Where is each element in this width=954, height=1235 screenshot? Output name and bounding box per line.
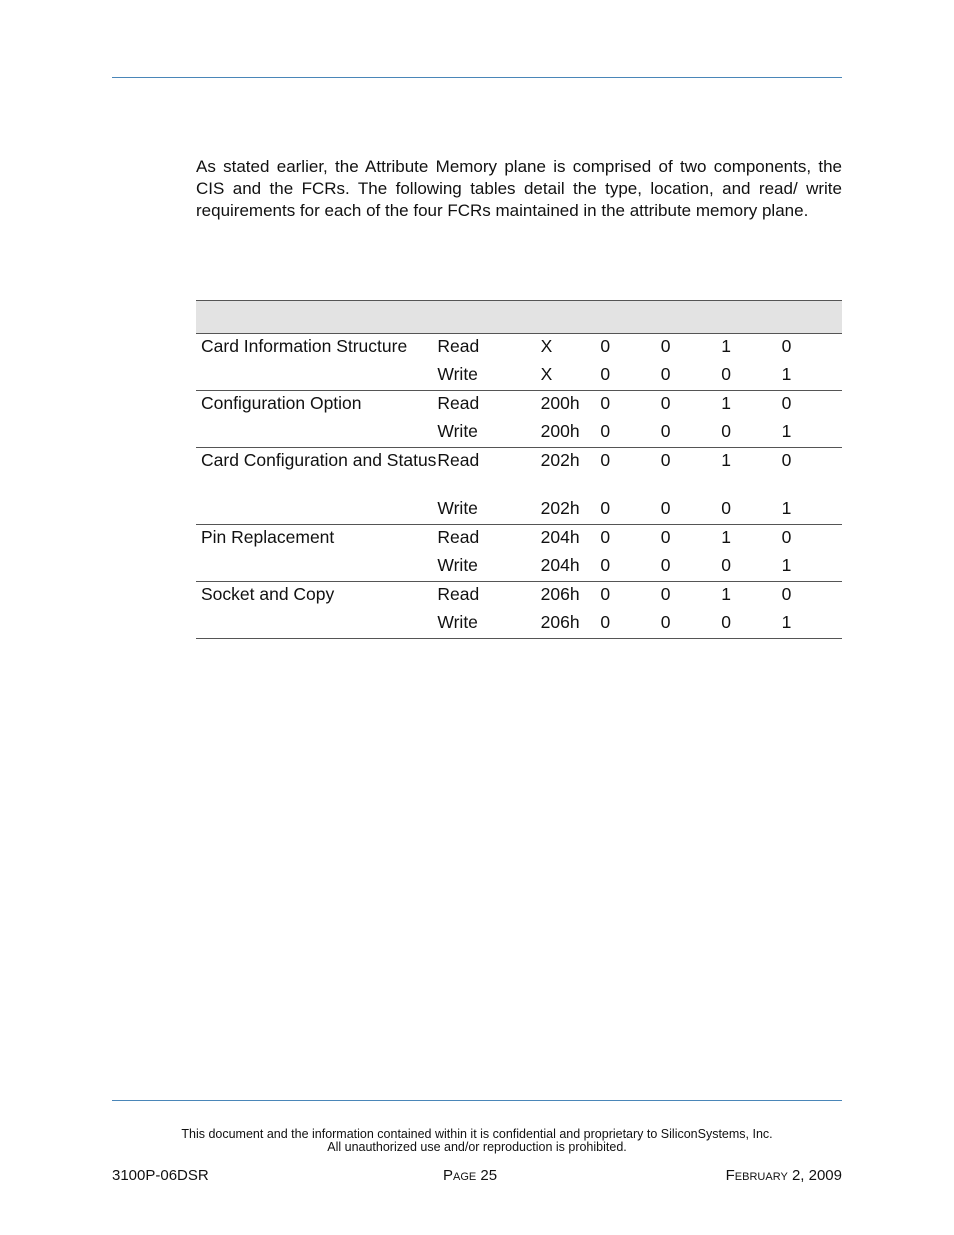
- date-rest: 2, 2009: [787, 1167, 842, 1184]
- address: 200h: [541, 419, 601, 448]
- date-small-caps: EBRUARY: [734, 1171, 788, 1183]
- bit-value: 0: [600, 496, 660, 525]
- bit-value: 1: [721, 336, 731, 356]
- page-num: 25: [476, 1167, 498, 1184]
- table-row: [196, 582, 842, 611]
- bit-value: 0: [600, 336, 611, 356]
- page-cap: P: [443, 1167, 454, 1184]
- bit-value: 1: [721, 450, 731, 470]
- bit-value: 1: [721, 584, 731, 604]
- bit-value: 0: [600, 584, 611, 604]
- notice-line: This document and the information contained within it is confidential and proprietary to SiliconSystems, Inc.: [181, 1127, 773, 1141]
- bit-value: 0: [600, 610, 660, 639]
- bit-value: 1: [782, 362, 842, 391]
- register-name: Configuration Option: [201, 393, 362, 413]
- address: X: [540, 336, 553, 356]
- bit-value: 0: [661, 362, 721, 391]
- register-name: Card Information Structure: [201, 336, 408, 356]
- operation: Write: [437, 553, 540, 582]
- notice-line: All unauthorized use and/or reproduction is prohibited.: [327, 1140, 627, 1154]
- bit-value: 0: [781, 393, 792, 413]
- address: 204h: [541, 553, 601, 582]
- bit-value: 1: [721, 393, 731, 413]
- table-row: [196, 448, 842, 497]
- bit-value: 0: [660, 527, 671, 547]
- register-name: [196, 362, 437, 391]
- operation: Read: [437, 393, 480, 413]
- address: 204h: [540, 527, 580, 547]
- bit-value: 0: [600, 527, 611, 547]
- register-name: [196, 553, 437, 582]
- bit-value: 1: [782, 496, 842, 525]
- date-cap: F: [725, 1167, 735, 1184]
- bit-value: 0: [721, 553, 781, 582]
- table-row: [196, 334, 842, 363]
- bit-value: 0: [600, 553, 660, 582]
- operation: Read: [437, 336, 480, 356]
- register-name: Socket and Copy: [201, 584, 335, 604]
- operation: Write: [437, 610, 540, 639]
- address: 206h: [541, 610, 601, 639]
- table-row: [196, 525, 842, 554]
- footer-rule: [112, 1100, 842, 1101]
- fcr-table: [196, 300, 842, 639]
- operation: Read: [437, 527, 480, 547]
- intro-paragraph: As stated earlier, the Attribute Memory plane is comprised of two components, the CIS and the FCRs. The following tables detail the type, location, and read/ write requirements for each of the four FCRs maintained in the attribute memory plane.: [196, 157, 842, 220]
- bit-value: 0: [660, 393, 671, 413]
- address: 202h: [540, 450, 580, 470]
- page-number: [443, 1167, 497, 1184]
- address: 202h: [541, 496, 601, 525]
- bit-value: 0: [661, 419, 721, 448]
- table-row: [196, 362, 842, 391]
- operation: Write: [437, 362, 540, 391]
- bit-value: 1: [782, 610, 842, 639]
- operation: Write: [437, 496, 540, 525]
- address: 206h: [540, 584, 580, 604]
- bit-value: 0: [721, 496, 781, 525]
- address: 200h: [540, 393, 580, 413]
- document-id: 3100P-06DSR: [112, 1167, 209, 1184]
- bit-value: 1: [782, 553, 842, 582]
- bit-value: 0: [600, 419, 660, 448]
- bit-value: 1: [721, 527, 731, 547]
- confidentiality-notice: [112, 1128, 842, 1154]
- bit-value: 1: [782, 419, 842, 448]
- header-rule: [112, 77, 842, 78]
- bit-value: 0: [721, 419, 781, 448]
- register-name: Pin Replacement: [201, 527, 335, 547]
- bit-value: 0: [600, 393, 611, 413]
- operation: Write: [437, 419, 540, 448]
- address: X: [541, 362, 601, 391]
- register-name: [196, 610, 437, 639]
- bit-value: 0: [660, 450, 671, 470]
- table-row: [196, 610, 842, 639]
- bit-value: 0: [781, 336, 792, 356]
- table-row: [196, 419, 842, 448]
- table-header-row: [196, 301, 842, 334]
- document-date: [726, 1167, 842, 1184]
- register-name: Card Configuration and Status: [201, 450, 437, 470]
- bit-value: 0: [660, 584, 671, 604]
- table-header-cell: [196, 301, 842, 334]
- operation: Read: [437, 584, 480, 604]
- page-small-caps: AGE: [453, 1171, 477, 1183]
- bit-value: 0: [721, 362, 781, 391]
- bit-value: 0: [661, 496, 721, 525]
- bit-value: 0: [781, 527, 792, 547]
- bit-value: 0: [781, 450, 792, 470]
- bit-value: 0: [600, 362, 660, 391]
- bit-value: 0: [661, 610, 721, 639]
- bit-value: 0: [661, 553, 721, 582]
- register-name: [196, 419, 437, 448]
- bit-value: 0: [600, 450, 611, 470]
- bit-value: 0: [781, 584, 792, 604]
- register-name: [196, 496, 437, 525]
- table-row: [196, 496, 842, 525]
- table-row: [196, 391, 842, 420]
- operation: Read: [437, 450, 480, 470]
- table-row: [196, 553, 842, 582]
- bit-value: 0: [721, 610, 781, 639]
- bit-value: 0: [660, 336, 671, 356]
